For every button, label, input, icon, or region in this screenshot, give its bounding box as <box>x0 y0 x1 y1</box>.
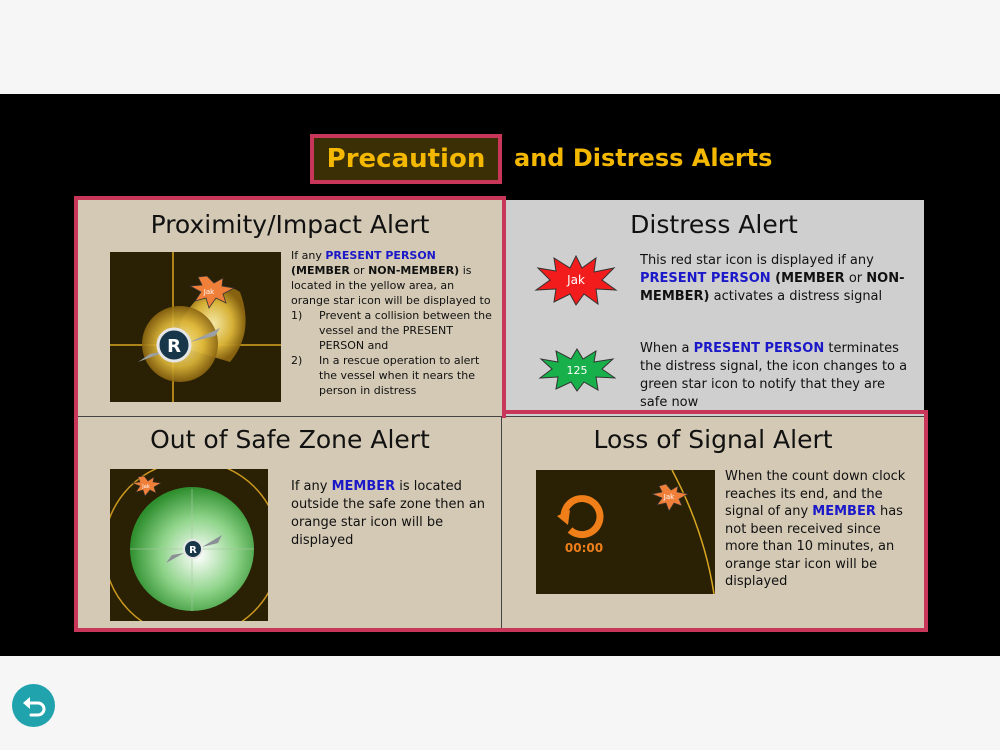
green-star-icon <box>538 348 616 392</box>
star-label: Jak <box>142 484 150 490</box>
safe-zone-alert-panel <box>78 416 502 628</box>
proximity-description: If any PRESENT PERSON (MEMBER or NON-MEMBER) is located in the yellow area, an orange star icon will be displayed to 1) Prevent a collision between the vessel and the PRESENT PERSON and 2) In a rescue operation to alert the vessel when it nears the person in distress <box>291 249 492 397</box>
back-button[interactable] <box>12 684 55 727</box>
title-highlight-box <box>310 134 502 184</box>
panel-title: Loss of Signal Alert <box>593 425 833 454</box>
precaution-outline <box>74 196 506 418</box>
star-label: Jak <box>203 288 215 296</box>
back-arrow-icon <box>20 692 48 720</box>
top-bar <box>0 0 1000 94</box>
precaution-outline <box>502 410 928 632</box>
star-label: Jak <box>567 273 585 287</box>
title-highlight: Precaution <box>326 144 486 174</box>
star-label: 125 <box>566 364 588 377</box>
distress-alert-panel <box>504 200 924 416</box>
bottom-bar <box>0 656 1000 750</box>
panel-title: Distress Alert <box>630 210 798 239</box>
precaution-outline <box>74 410 78 632</box>
countdown-clock: 00:00 <box>564 541 604 555</box>
safe-zone-description: If any MEMBER is located outside the safe zone then an orange star icon will be displayed <box>291 479 486 548</box>
list-item: 2) In a rescue operation to alert the vessel when it nears the person in distress <box>291 354 480 397</box>
red-star-icon <box>534 254 618 306</box>
distress-description: This red star icon is displayed if any PRESENT PERSON (MEMBER or NON-MEMBER) activates a distress signal <box>640 253 905 304</box>
panel-title: Out of Safe Zone Alert <box>150 425 430 454</box>
distress-safe-description: When a PRESENT PERSON terminates the distress signal, the icon changes to a green star icon to notify that they are safe now <box>640 341 908 410</box>
safe-zone-radar-image <box>110 469 268 621</box>
marker-label: R <box>167 336 181 357</box>
loss-of-signal-description: When the count down clock reaches its end, and the signal of any MEMBER has not been received since more than 10 minutes, an orange star icon will be displayed <box>725 469 906 589</box>
title-rest: and Distress Alerts <box>514 144 773 172</box>
panel-title: Proximity/Impact Alert <box>150 210 430 239</box>
star-label: Jak <box>663 493 675 501</box>
slide <box>0 94 1000 656</box>
list-item: 1) Prevent a collision between the vessel and the PRESENT PERSON and <box>291 309 492 352</box>
marker-label: R <box>189 545 197 556</box>
